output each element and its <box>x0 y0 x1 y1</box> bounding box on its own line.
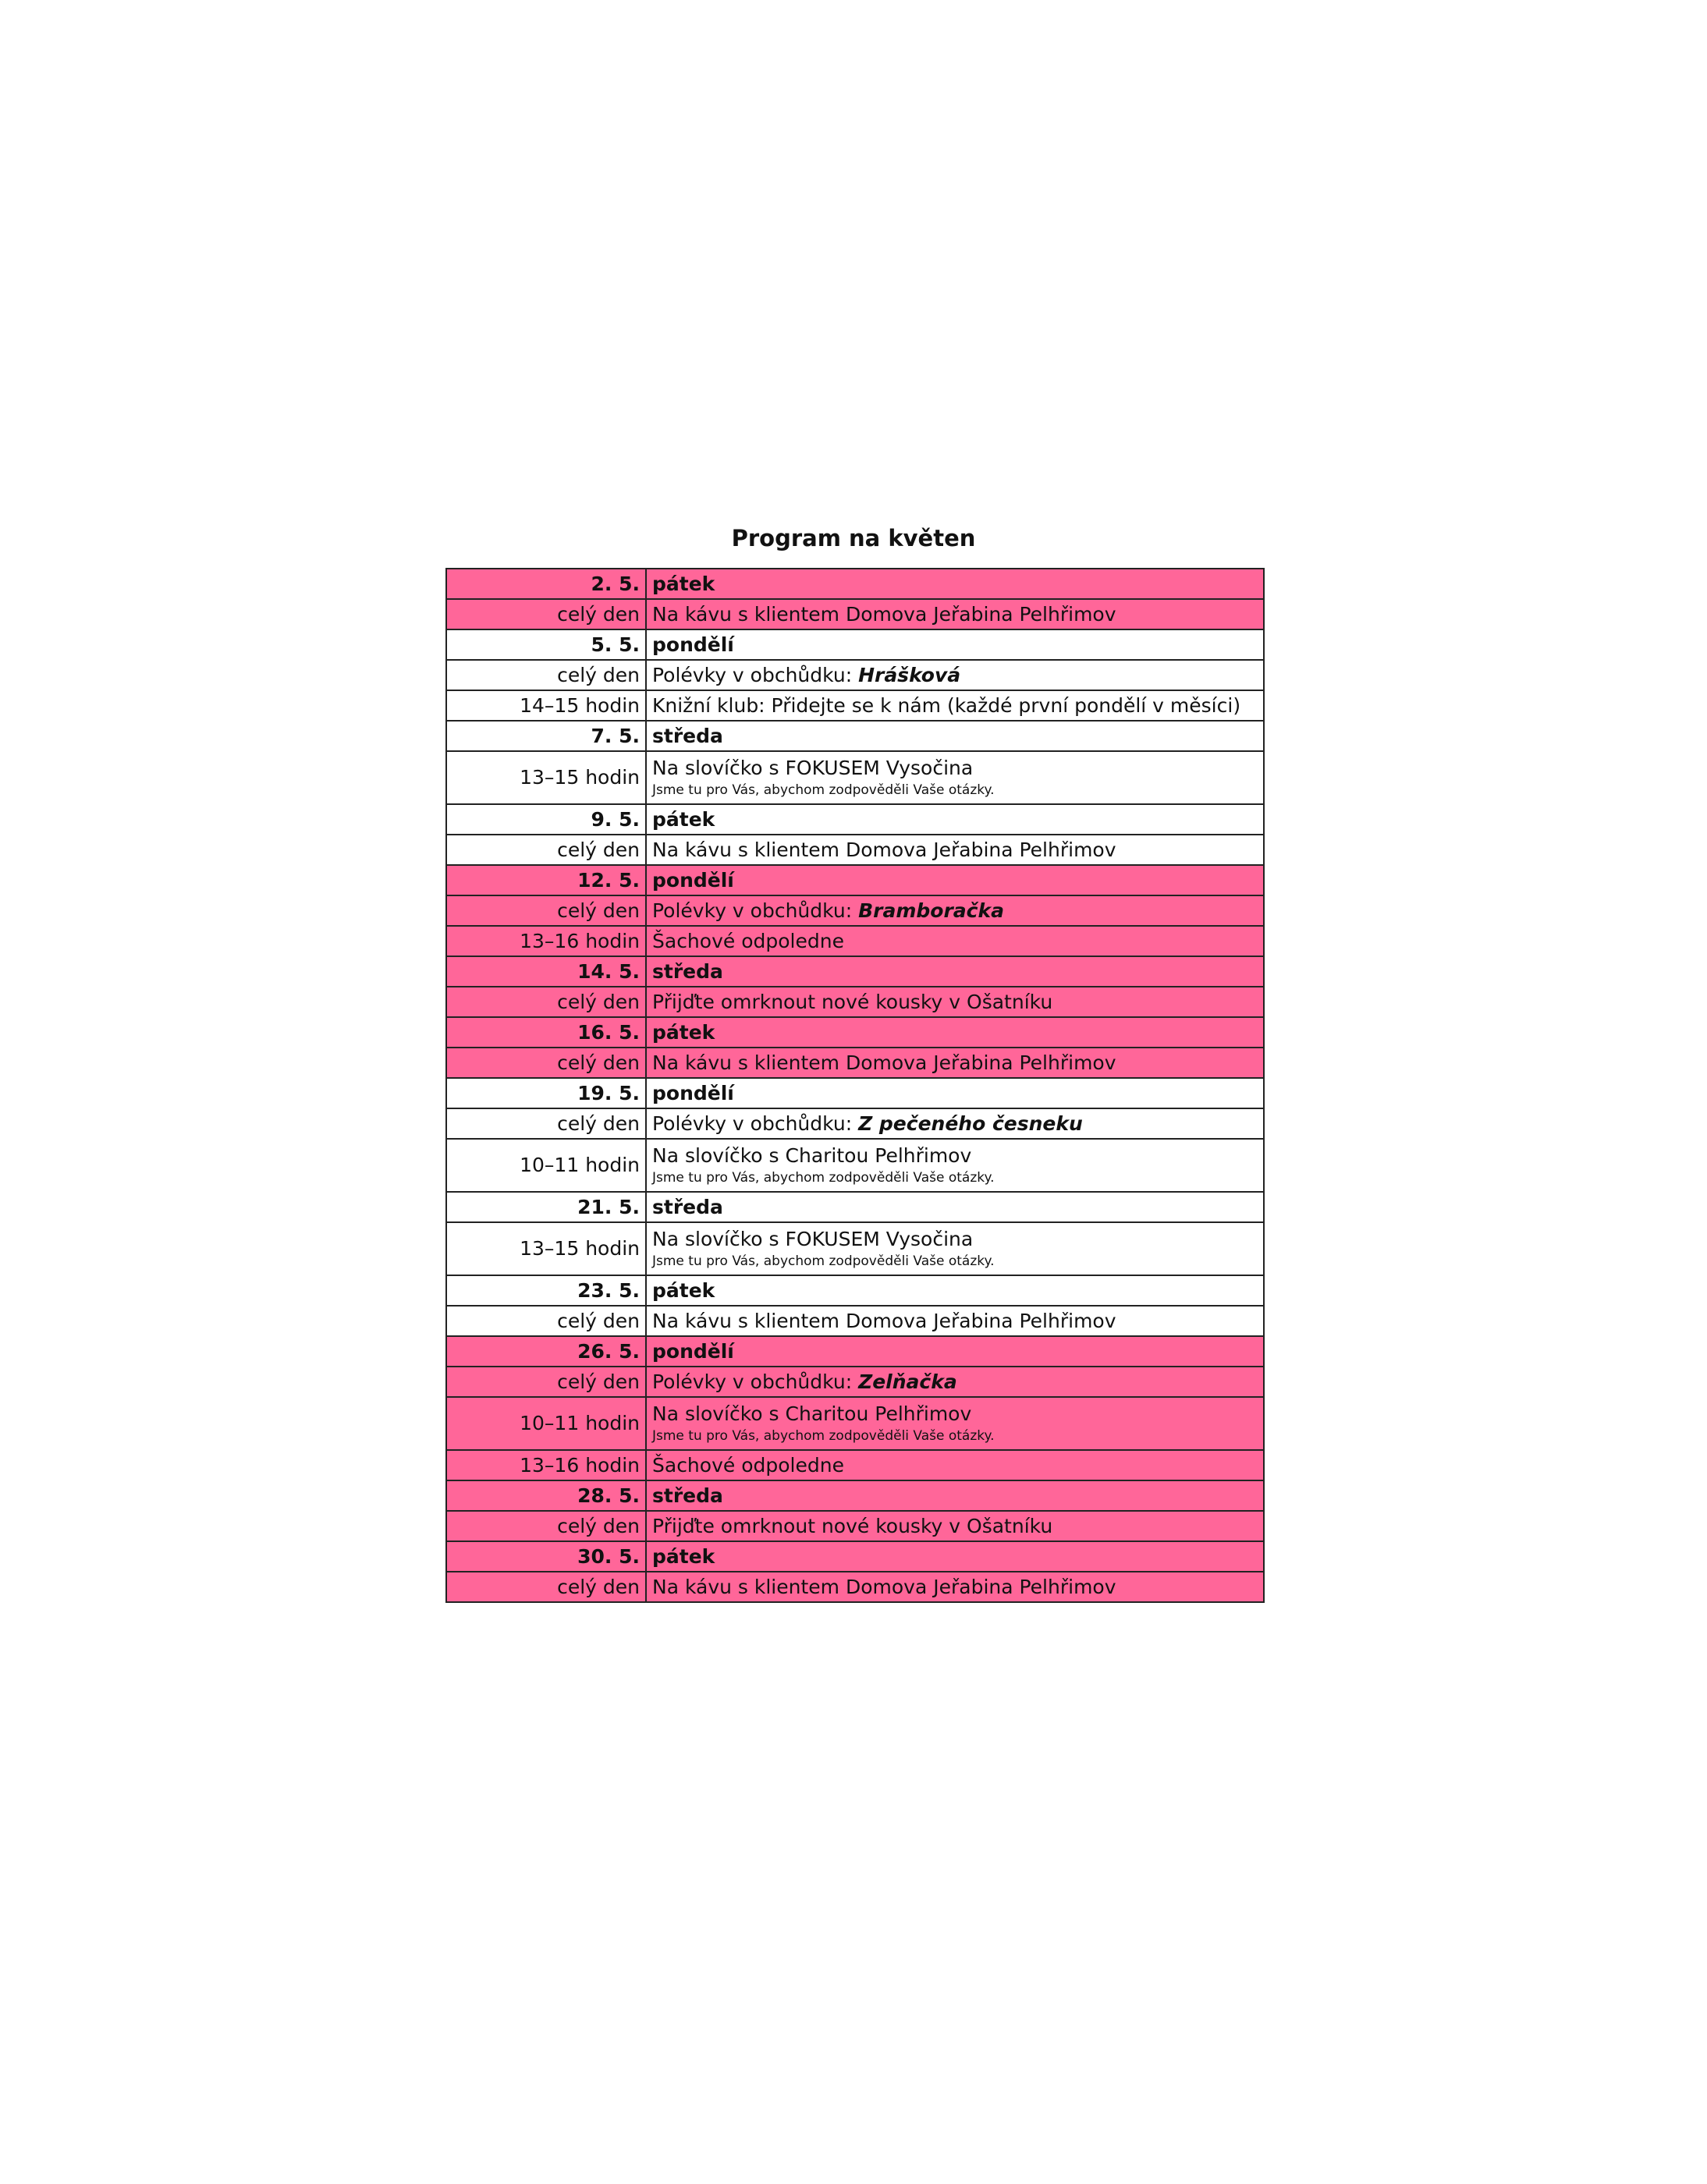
time-cell: 10–11 hodin <box>446 1397 646 1450</box>
activity-text <box>652 1143 1258 1168</box>
activity-cell: Přijďte omrknout nové kousky v Ošatníku <box>646 1511 1264 1541</box>
time-cell: celý den <box>446 1511 646 1541</box>
event-row <box>446 895 1264 926</box>
weekday-cell: pondělí <box>646 1336 1264 1367</box>
activity-note: Jsme tu pro Vás, abychom zodpověděli Vaše otázky. <box>652 782 995 798</box>
weekday-cell: pátek <box>646 1275 1264 1306</box>
event-row <box>446 1397 1264 1450</box>
date-row <box>446 804 1264 835</box>
date-row <box>446 1192 1264 1222</box>
time-cell: celý den <box>446 1108 646 1139</box>
activity-cell <box>646 1222 1264 1275</box>
activity-text <box>652 756 1258 781</box>
activity-cell <box>646 1397 1264 1450</box>
soup-name: Z pečeného česneku <box>858 1112 1083 1135</box>
time-cell: celý den <box>446 895 646 926</box>
date-row <box>446 1480 1264 1511</box>
soup-name: Zelňačka <box>858 1370 957 1393</box>
weekday-cell: pondělí <box>646 629 1264 660</box>
time-cell: celý den <box>446 1572 646 1602</box>
soup-name: Hrášková <box>858 663 961 686</box>
event-row <box>446 1367 1264 1397</box>
time-cell: 13–16 hodin <box>446 926 646 956</box>
time-cell: celý den <box>446 987 646 1017</box>
event-row <box>446 1306 1264 1336</box>
activity-cell: Šachové odpoledne <box>646 926 1264 956</box>
date-cell: 12. 5. <box>446 865 646 895</box>
event-row <box>446 1048 1264 1078</box>
date-cell: 23. 5. <box>446 1275 646 1306</box>
activity-label: Na slovíčko s Charitou Pelhřimov <box>652 1144 972 1167</box>
date-cell: 30. 5. <box>446 1541 646 1572</box>
date-cell: 2. 5. <box>446 569 646 599</box>
time-cell: celý den <box>446 1048 646 1078</box>
time-cell: celý den <box>446 1306 646 1336</box>
event-row <box>446 751 1264 804</box>
weekday-cell: pátek <box>646 569 1264 599</box>
activity-cell <box>646 1367 1264 1397</box>
weekday-cell: středa <box>646 956 1264 987</box>
activity-cell: Na kávu s klientem Domova Jeřabina Pelhřimov <box>646 1048 1264 1078</box>
time-cell: 13–16 hodin <box>446 1450 646 1480</box>
time-cell: 13–15 hodin <box>446 1222 646 1275</box>
date-row <box>446 1275 1264 1306</box>
event-row <box>446 690 1264 721</box>
date-row <box>446 865 1264 895</box>
activity-cell: Šachové odpoledne <box>646 1450 1264 1480</box>
date-row <box>446 956 1264 987</box>
time-cell: celý den <box>446 1367 646 1397</box>
date-cell: 28. 5. <box>446 1480 646 1511</box>
activity-label: Polévky v obchůdku: <box>652 899 859 922</box>
event-row <box>446 987 1264 1017</box>
activity-cell: Na kávu s klientem Domova Jeřabina Pelhřimov <box>646 1306 1264 1336</box>
weekday-cell: pátek <box>646 1017 1264 1048</box>
activity-cell: Knižní klub: Přidejte se k nám (každé první pondělí v měsíci) <box>646 690 1264 721</box>
date-cell: 19. 5. <box>446 1078 646 1108</box>
activity-cell <box>646 751 1264 804</box>
time-cell: celý den <box>446 660 646 690</box>
activity-text <box>652 899 1004 922</box>
event-row <box>446 599 1264 629</box>
activity-label: Na slovíčko s FOKUSEM Vysočina <box>652 757 974 779</box>
event-row <box>446 1511 1264 1541</box>
activity-label: Na slovíčko s Charitou Pelhřimov <box>652 1402 972 1425</box>
activity-text <box>652 664 960 686</box>
activity-cell: Na kávu s klientem Domova Jeřabina Pelhřimov <box>646 599 1264 629</box>
date-row <box>446 1017 1264 1048</box>
time-cell: celý den <box>446 599 646 629</box>
event-row <box>446 1139 1264 1192</box>
weekday-cell: pátek <box>646 804 1264 835</box>
date-row <box>446 629 1264 660</box>
activity-note: Jsme tu pro Vás, abychom zodpověděli Vaše otázky. <box>652 1428 995 1444</box>
date-cell: 9. 5. <box>446 804 646 835</box>
schedule-body <box>446 569 1264 1602</box>
activity-note: Jsme tu pro Vás, abychom zodpověděli Vaše otázky. <box>652 1170 995 1186</box>
event-row <box>446 1572 1264 1602</box>
date-cell: 16. 5. <box>446 1017 646 1048</box>
weekday-cell: středa <box>646 721 1264 751</box>
date-row <box>446 721 1264 751</box>
date-row <box>446 1541 1264 1572</box>
time-cell: celý den <box>446 835 646 865</box>
activity-label: Na slovíčko s FOKUSEM Vysočina <box>652 1228 974 1250</box>
activity-label: Polévky v obchůdku: <box>652 1370 859 1393</box>
activity-note: Jsme tu pro Vás, abychom zodpověděli Vaše otázky. <box>652 1253 995 1269</box>
event-row <box>446 660 1264 690</box>
activity-text <box>652 1370 957 1393</box>
time-cell: 10–11 hodin <box>446 1139 646 1192</box>
event-row <box>446 926 1264 956</box>
soup-name: Bramboračka <box>858 899 1004 922</box>
activity-cell: Na kávu s klientem Domova Jeřabina Pelhřimov <box>646 835 1264 865</box>
activity-text <box>652 1227 1258 1252</box>
date-row <box>446 1336 1264 1367</box>
activity-text <box>652 1402 1258 1427</box>
date-cell: 14. 5. <box>446 956 646 987</box>
weekday-cell: středa <box>646 1192 1264 1222</box>
schedule-table <box>445 568 1265 1603</box>
page-title: Program na květen <box>731 525 976 551</box>
weekday-cell: středa <box>646 1480 1264 1511</box>
event-row <box>446 835 1264 865</box>
activity-label: Polévky v obchůdku: <box>652 1112 859 1135</box>
date-row <box>446 1078 1264 1108</box>
activity-cell <box>646 1139 1264 1192</box>
time-cell: 13–15 hodin <box>446 751 646 804</box>
weekday-cell: pondělí <box>646 1078 1264 1108</box>
activity-text <box>652 1112 1083 1135</box>
activity-cell: Na kávu s klientem Domova Jeřabina Pelhřimov <box>646 1572 1264 1602</box>
event-row <box>446 1108 1264 1139</box>
event-row <box>446 1450 1264 1480</box>
weekday-cell: pátek <box>646 1541 1264 1572</box>
date-cell: 7. 5. <box>446 721 646 751</box>
date-cell: 26. 5. <box>446 1336 646 1367</box>
date-row <box>446 569 1264 599</box>
activity-label: Polévky v obchůdku: <box>652 663 859 686</box>
event-row <box>446 1222 1264 1275</box>
date-cell: 5. 5. <box>446 629 646 660</box>
time-cell: 14–15 hodin <box>446 690 646 721</box>
activity-cell <box>646 895 1264 926</box>
activity-cell <box>646 660 1264 690</box>
activity-cell: Přijďte omrknout nové kousky v Ošatníku <box>646 987 1264 1017</box>
weekday-cell: pondělí <box>646 865 1264 895</box>
activity-cell <box>646 1108 1264 1139</box>
date-cell: 21. 5. <box>446 1192 646 1222</box>
